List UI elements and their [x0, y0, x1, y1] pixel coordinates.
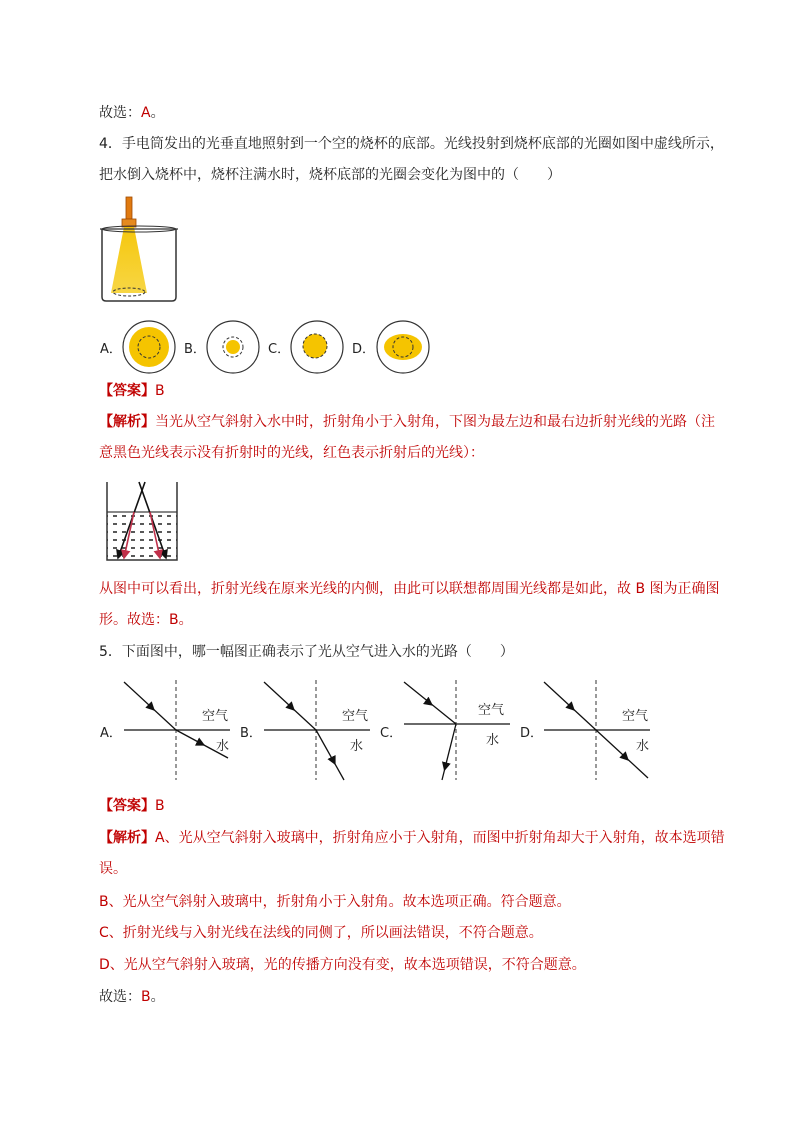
- air-label: 空气: [202, 709, 229, 724]
- q5-analysis-b: B、光从空气斜射入玻璃中，折射角小于入射角。故本选项正确。符合题意。: [99, 894, 571, 910]
- air-label: 空气: [342, 709, 369, 724]
- straight-ray: [596, 730, 648, 778]
- q5-final-answer: 故选：B。: [99, 989, 165, 1005]
- water-label: 水: [216, 739, 230, 754]
- q4-conclusion-line1: 从图中可以看出，折射光线在原来光线的内侧，由此可以联想都周围光线都是如此，故 B 图为正确图: [99, 581, 720, 597]
- q4-conclusion-line2: 形。故选：B。: [99, 612, 193, 628]
- q4-option-b-figure: [205, 319, 261, 375]
- q5-analysis-c: C、折射光线与入射光线在法线的同侧了，所以画法错误，不符合题意。: [99, 925, 543, 941]
- q5-option-d-label: D．: [520, 726, 544, 741]
- refracted-ray: [316, 730, 344, 780]
- q5-analysis-line1: 【解析】A、光从空气斜射入玻璃中，折射角应小于入射角，而图中折射角却大于入射角，故本选项错: [99, 830, 725, 846]
- q5-question: 5．下面图中，哪一幅图正确表示了光从空气进入水的光路（ ）: [99, 644, 514, 660]
- q4-option-d-label: D．: [352, 342, 376, 357]
- refraction-water-figure: [103, 480, 183, 564]
- q5-option-b-label: B．: [240, 726, 262, 741]
- q5-analysis-d: D、光从空气斜射入玻璃，光的传播方向没有变，故本选项错误，不符合题意。: [99, 957, 586, 973]
- q5-option-c-label: C．: [380, 726, 403, 741]
- water-label: 水: [486, 733, 500, 748]
- water-label: 水: [350, 739, 364, 754]
- refracted-ray: [442, 724, 456, 780]
- q4-option-d-figure: [375, 319, 431, 375]
- q5-option-b-figure: [258, 678, 376, 782]
- q3-final-answer: 故选：A。: [99, 105, 165, 121]
- air-label: 空气: [478, 703, 505, 718]
- q4-option-b-label: B．: [184, 342, 206, 357]
- air-label: 空气: [622, 709, 649, 724]
- water-label: 水: [636, 739, 650, 754]
- q4-question-line2: 把水倒入烧杯中，烧杯注满水时，烧杯底部的光圈会变化为图中的（ ）: [99, 167, 561, 183]
- q4-question-line1: 4．手电筒发出的光垂直地照射到一个空的烧杯的底部。光线投射到烧杯底部的光圈如图中虚线所示，: [99, 136, 724, 152]
- q5-option-a-label: A．: [100, 726, 122, 741]
- q5-option-c-figure: [398, 678, 516, 782]
- flashlight-body: [126, 197, 132, 219]
- q4-analysis-line1: 【解析】当光从空气斜射入水中时，折射角小于入射角，下图为最左边和最右边折射光线的光路（注: [99, 414, 715, 430]
- q5-option-d-figure: [538, 678, 656, 782]
- q4-answer: 【答案】B: [99, 383, 165, 399]
- q4-option-c-figure: [289, 319, 345, 375]
- q4-option-a-figure: [121, 319, 177, 375]
- q5-answer: 【答案】B: [99, 798, 165, 814]
- q4-option-c-label: C．: [268, 342, 291, 357]
- light-beam: [111, 227, 147, 293]
- q5-analysis-line2: 误。: [99, 861, 127, 877]
- beaker-flashlight-figure: [100, 195, 180, 305]
- q5-option-a-figure: [118, 678, 236, 782]
- water-region: [107, 512, 177, 560]
- q4-option-a-label: A．: [100, 342, 122, 357]
- q4-analysis-line2: 意黑色光线表示没有折射时的光线，红色表示折射后的光线）：: [99, 445, 484, 461]
